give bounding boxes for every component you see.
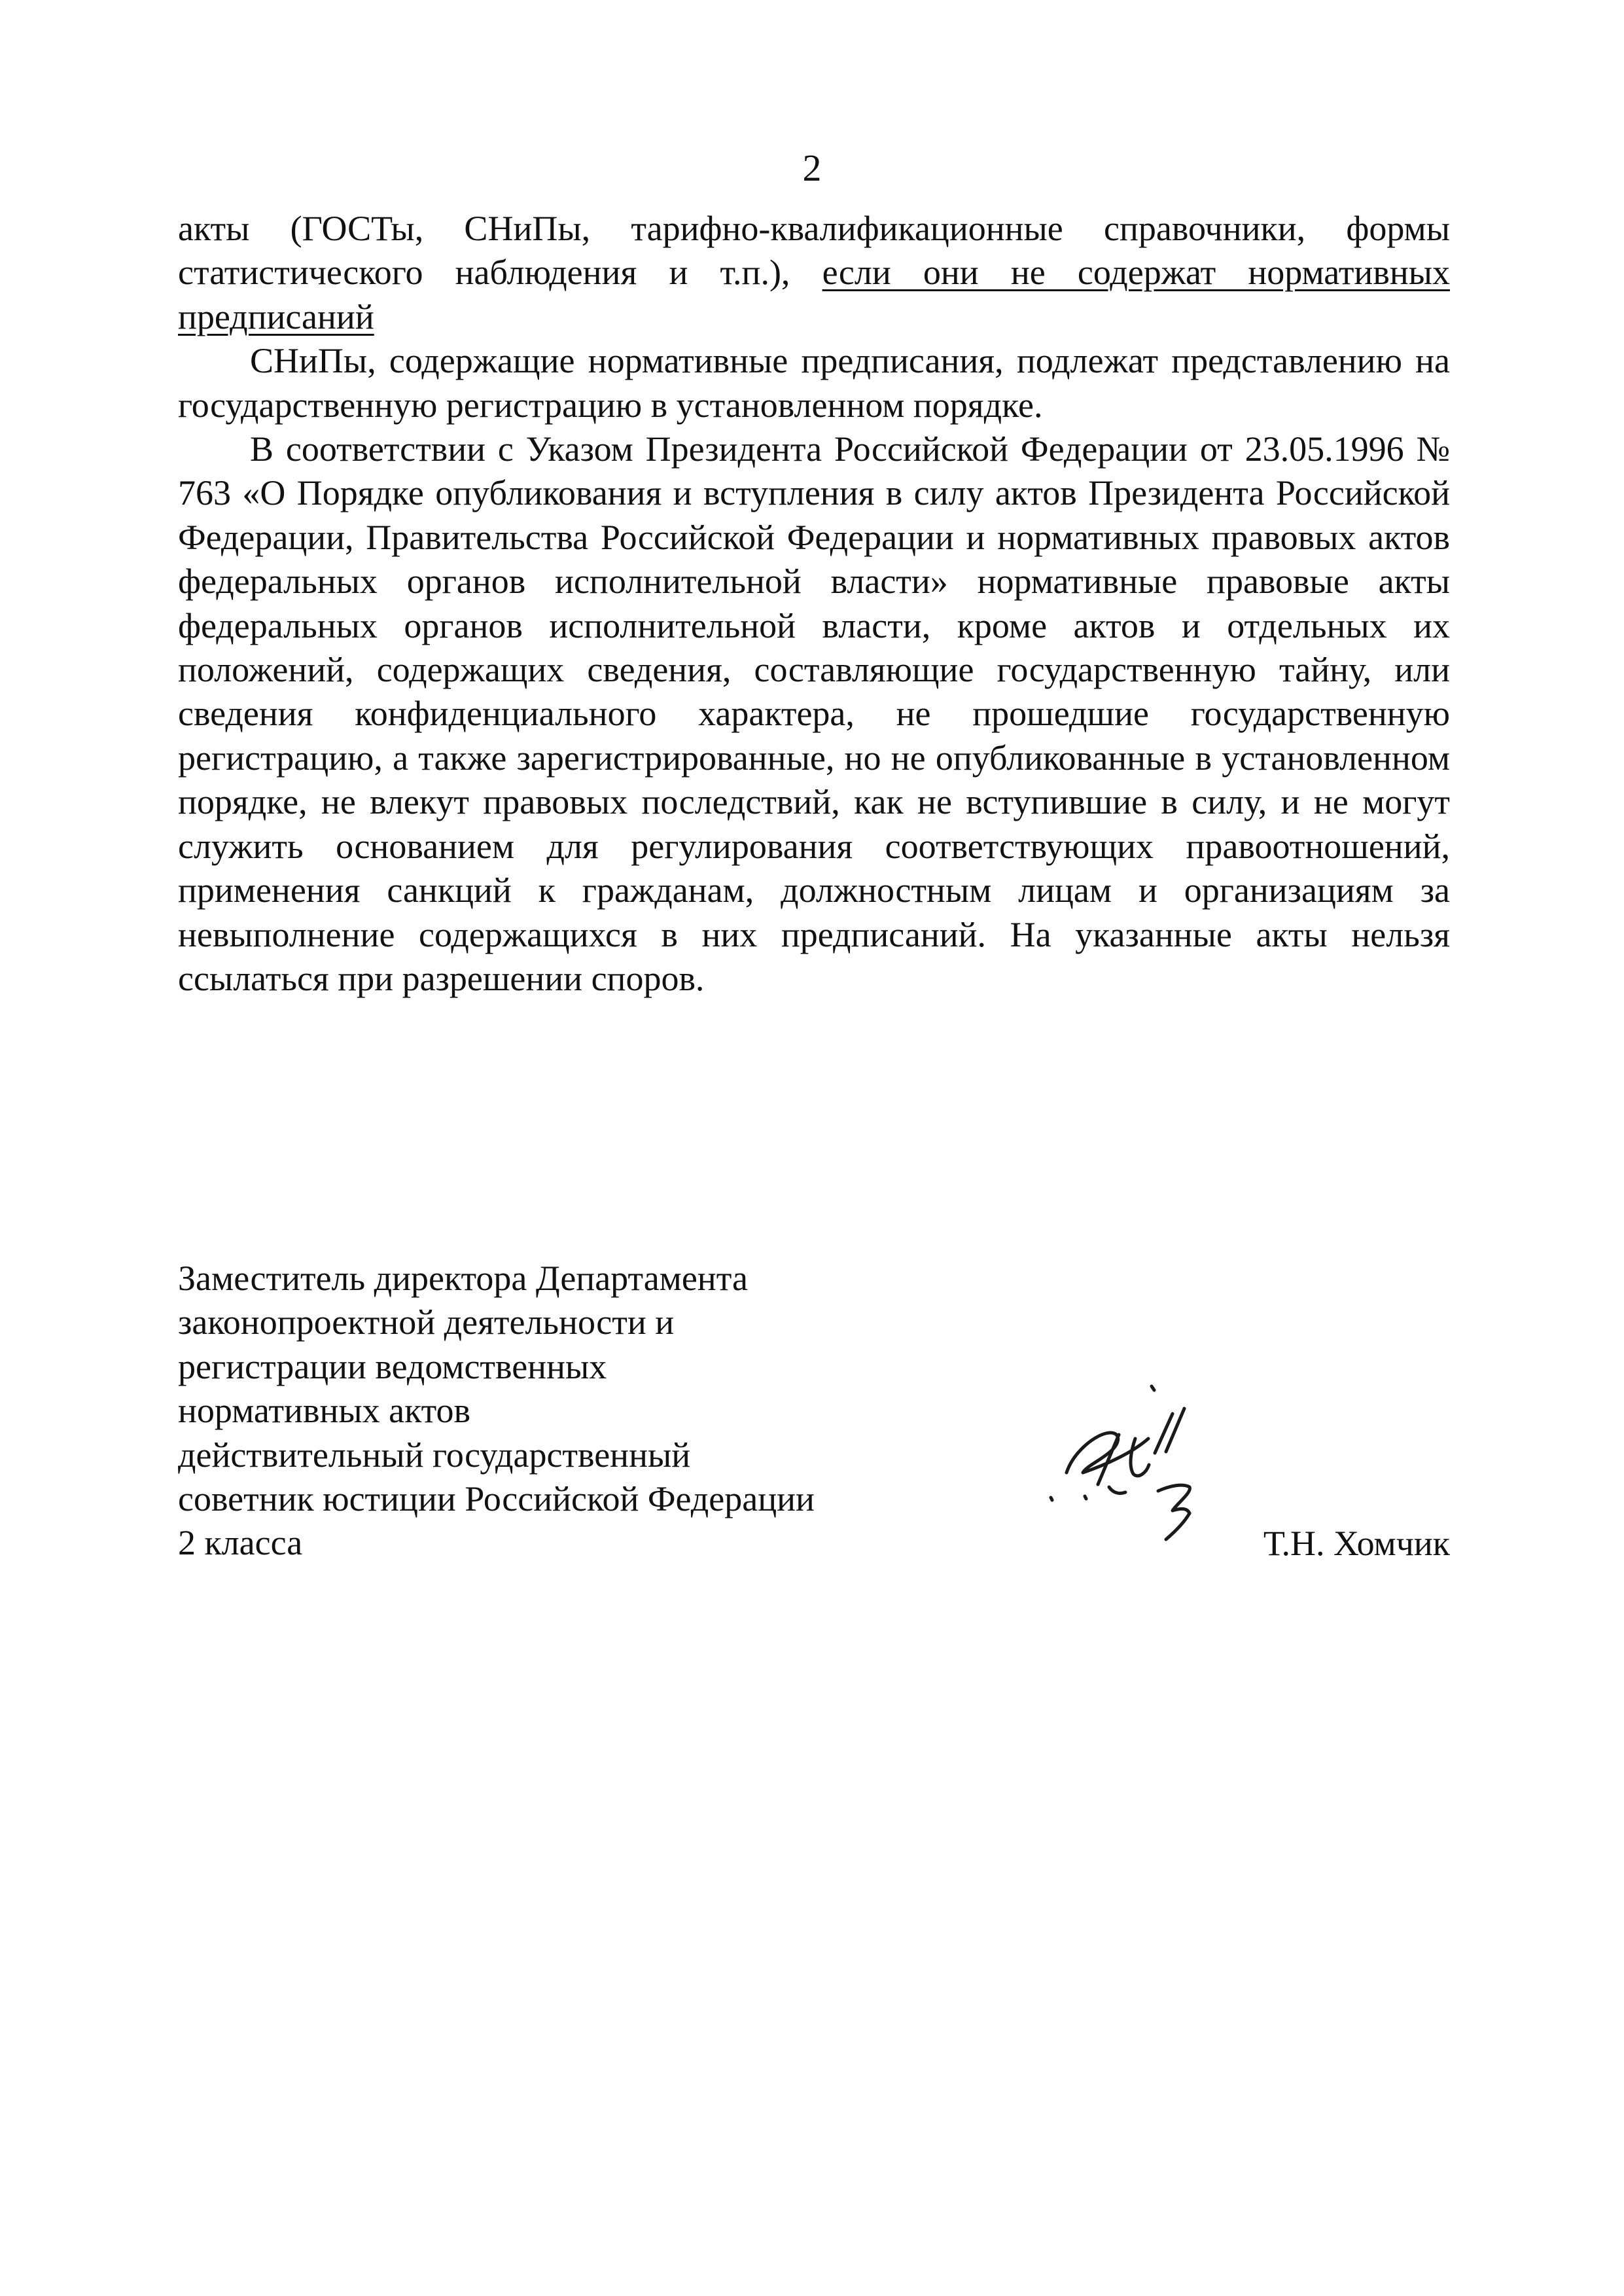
signatory-title-line: нормативных актов [178, 1391, 471, 1431]
paragraph-3: В соответствии с Указом Президента Российской Федерации от 23.05.1996 № 763 «О Порядке опубликования и вступления в силу актов Президента Российской Федерации, Правительства Российской Федерации и нормативных правовых актов федеральных органов исполнительной власти» нормативные правовые акты федеральных органов исполнительной власти, кроме актов и отдельных их положений, содержащих сведения, составляющие государственную тайну, или сведения конфиденциального характера, не прошедшие государственную регистрацию, а также зарегистрированные, но не опубликованные в установленном порядке, не влекут правовых последствий, как не вступившие в силу, и не могут служить основанием для регулирования соответствующих правоотношений, применения санкций к гражданам, должностным лицам и организациям за невыполнение содержащихся в них предписаний. На указанные акты нельзя ссылаться при разрешении споров. [178, 429, 1450, 998]
document-body [178, 207, 1450, 1001]
signatory-title-block [178, 1257, 898, 1566]
paragraph-1-text: акты (ГОСТы, СНиПы, тарифно-квалификационные справочники, формы статистического наблюдения и т.п.), [178, 209, 1450, 293]
handwritten-signature-icon [1021, 1374, 1217, 1545]
signatory-title-line: советник юстиции Российской Федерации [178, 1479, 815, 1519]
paragraph-1-underlined-text: если они не содержат нормативных предписаний [178, 253, 1450, 336]
page-number: 2 [802, 147, 822, 189]
signatory-name: Т.Н. Хомчик [1263, 1524, 1450, 1563]
paragraph-2: СНиПы, содержащие нормативные предписания, подлежат представлению на государственную регистрацию в установленном порядке. [178, 341, 1450, 425]
signatory-title-line: регистрации ведомственных [178, 1346, 607, 1386]
signatory-title-line: законопроектной деятельности и [178, 1302, 675, 1342]
signatory-title-line: Заместитель директора Департамента [178, 1259, 748, 1298]
paragraph-1 [178, 207, 1450, 339]
signatory-title-line: 2 класса [178, 1523, 303, 1563]
signatory-title-line: действительный государственный [178, 1435, 691, 1475]
